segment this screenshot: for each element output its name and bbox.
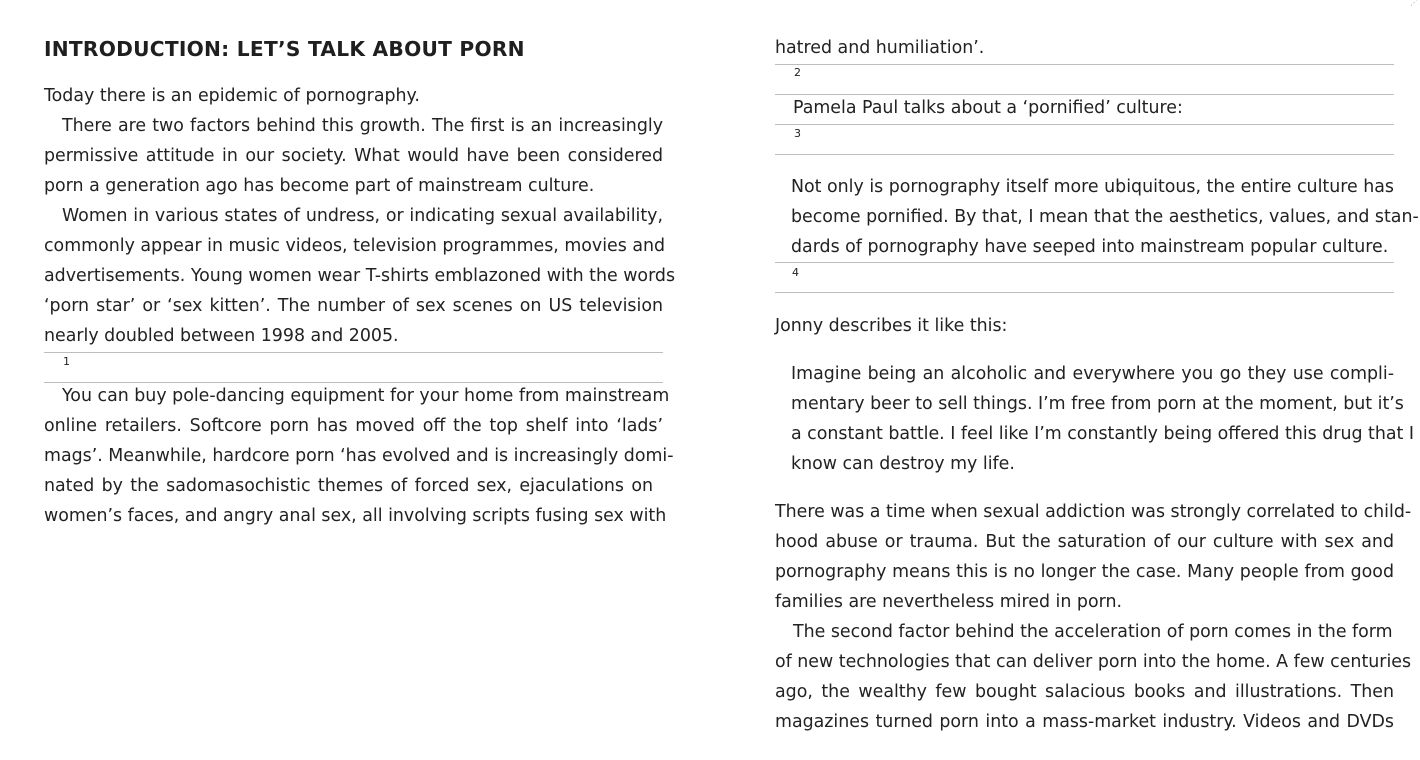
text-line: Jonny describes it like this: — [775, 316, 1008, 336]
text-line: Women in various states of undress, or indicating sexual availability, — [62, 206, 663, 226]
block-quote-line: Imagine being an alcoholic and everywhere you go they use compli- — [791, 364, 1394, 384]
text-line: nearly doubled between 1998 and 2005. — [44, 326, 399, 346]
footnote-rule — [775, 262, 1394, 263]
text-line: hatred and humiliation’. — [775, 38, 985, 58]
text-line: Today there is an epidemic of pornography. — [44, 86, 420, 106]
footnote-marker: 4 — [792, 266, 799, 279]
footnote-rule — [44, 352, 663, 353]
text-line: The second factor behind the acceleration of porn comes in the form — [793, 622, 1393, 642]
text-line: advertisements. Young women wear T-shirts emblazoned with the words — [44, 266, 676, 286]
text-line: Pamela Paul talks about a ‘pornified’ culture: — [793, 98, 1183, 118]
footnote-rule — [775, 154, 1394, 155]
text-line: You can buy pole-dancing equipment for your home from mainstream — [62, 386, 670, 406]
block-quote-line: know can destroy my life. — [791, 454, 1015, 474]
text-line: families are nevertheless mired in porn. — [775, 592, 1122, 612]
footnote-marker: 1 — [63, 355, 70, 368]
text-line: commonly appear in music videos, television programmes, movies and — [44, 236, 666, 256]
text-line: permissive attitude in our society. What would have been considered — [44, 146, 663, 166]
text-line: ‘porn star’ or ‘sex kitten’. The number of sex scenes on US television — [44, 296, 663, 316]
text-line: magazines turned porn into a mass-market industry. Videos and DVDs — [775, 712, 1394, 732]
footnote-marker: 2 — [794, 66, 801, 79]
block-quote-line: Not only is pornography itself more ubiquitous, the entire culture has — [791, 177, 1394, 197]
text-line: hood abuse or trauma. But the saturation of our culture with sex and — [775, 532, 1394, 552]
text-line: There was a time when sexual addiction was strongly correlated to child- — [775, 502, 1412, 522]
footnote-rule — [775, 292, 1394, 293]
text-line: of new technologies that can deliver porn into the home. A few centuries — [775, 652, 1412, 672]
footnote-marker: 3 — [794, 127, 801, 140]
footnote-rule — [775, 124, 1394, 125]
text-line: women’s faces, and angry anal sex, all involving scripts fusing sex with — [44, 506, 667, 526]
text-line: online retailers. Softcore porn has moved off the top shelf into ‘lads’ — [44, 416, 663, 436]
text-line: mags’. Meanwhile, hardcore porn ‘has evolved and is increasingly domi- — [44, 446, 674, 466]
text-line: pornography means this is no longer the case. Many people from good — [775, 562, 1394, 582]
text-line: ago, the wealthy few bought salacious books and illustrations. Then — [775, 682, 1394, 702]
block-quote-line: dards of pornography have seeped into mainstream popular culture. — [791, 237, 1389, 257]
block-quote-line: a constant battle. I feel like I’m constantly being offered this drug that I — [791, 424, 1415, 444]
block-quote-line: become pornified. By that, I mean that the aesthetics, values, and stan- — [791, 207, 1419, 227]
resize-corner-icon[interactable]: ⋰ — [1410, 0, 1418, 7]
block-quote-line: mentary beer to sell things. I’m free from porn at the moment, but it’s — [791, 394, 1404, 414]
text-line: porn a generation ago has become part of mainstream culture. — [44, 176, 595, 196]
chapter-heading: INTRODUCTION: LET’S TALK ABOUT PORN — [44, 37, 525, 61]
text-line: nated by the sadomasochistic themes of forced sex, ejaculations on — [44, 476, 653, 496]
text-line: There are two factors behind this growth. The first is an increasingly — [62, 116, 663, 136]
footnote-rule — [775, 64, 1394, 65]
